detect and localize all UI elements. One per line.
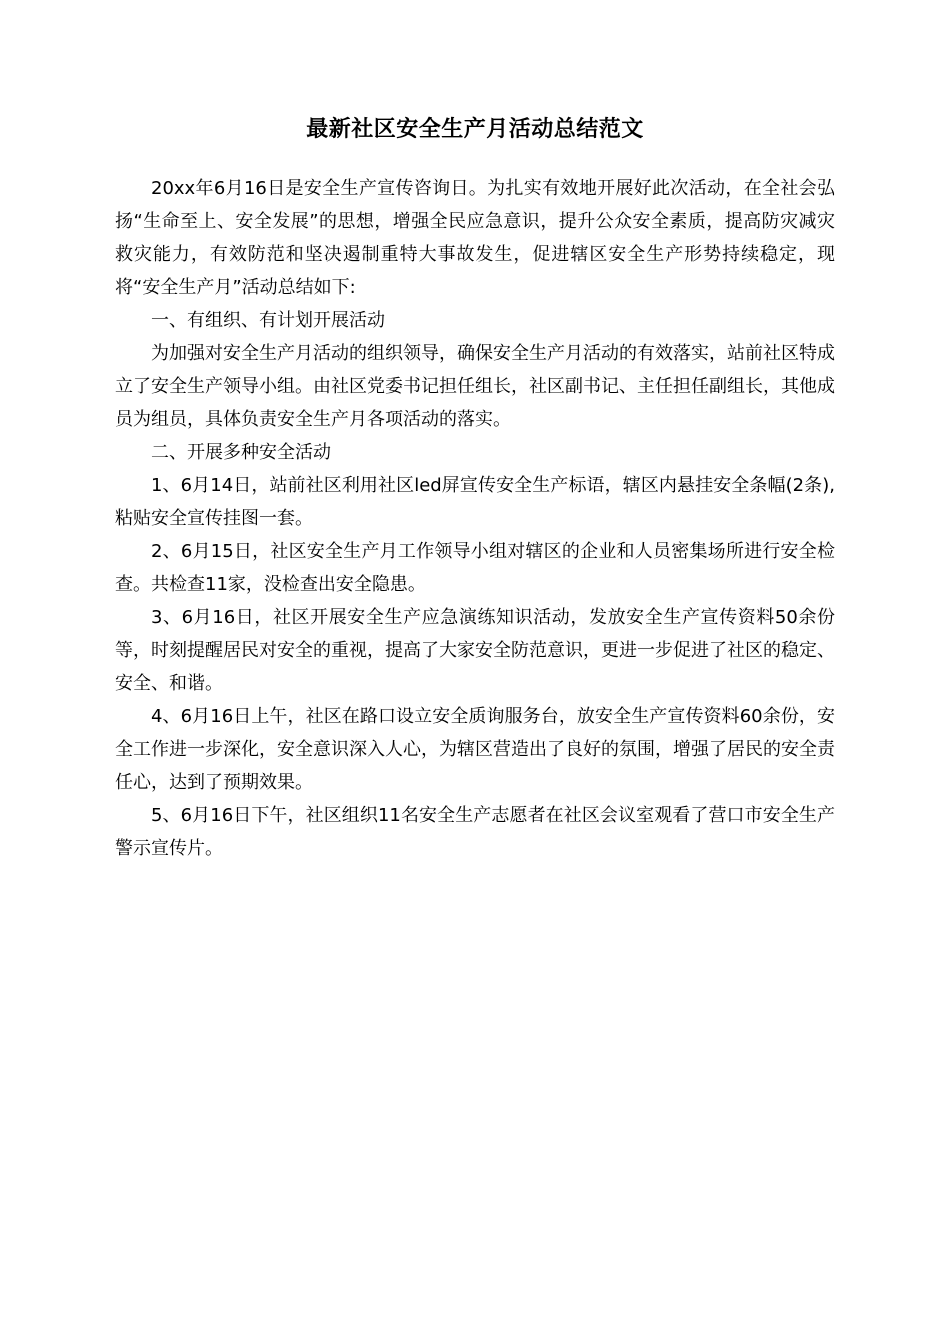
activity-item-2: 2、6月15日，社区安全生产月工作领导小组对辖区的企业和人员密集场所进行安全检查。共检查11家，没检查出安全隐患。 xyxy=(115,541,835,595)
activity-item-1: 1、6月14日，站前社区利用社区led屏宣传安全生产标语，辖区内悬挂安全条幅(2条),粘贴安全宣传挂图一套。 xyxy=(115,475,835,529)
document-body xyxy=(115,114,835,865)
activity-item-4: 4、6月16日上午，社区在路口设立安全质询服务台，放安全生产宣传资料60余份，安全工作进一步深化，安全意识深入人心，为辖区营造出了良好的氛围，增强了居民的安全责任心，达到了预期效果。 xyxy=(115,706,835,793)
activity-item-3: 3、6月16日，社区开展安全生产应急演练知识活动，发放安全生产宣传资料50余份等，时刻提醒居民对安全的重视，提高了大家安全防范意识，更进一步促进了社区的稳定、安全、和谐。 xyxy=(115,607,835,694)
section-heading-2: 二、开展多种安全活动 xyxy=(151,442,331,463)
section-1-paragraph: 为加强对安全生产月活动的组织领导，确保安全生产月活动的有效落实，站前社区特成立了安全生产领导小组。由社区党委书记担任组长，社区副书记、主任担任副组长，其他成员为组员，具体负责安全生产月各项活动的落实。 xyxy=(115,343,835,430)
intro-paragraph: 20xx年6月16日是安全生产宣传咨询日。为扎实有效地开展好此次活动，在全社会弘扬“生命至上、安全发展”的思想，增强全民应急意识，提升公众安全素质，提高防灾减灾救灾能力，有效防范和坚决遏制重特大事故发生，促进辖区安全生产形势持续稳定，现将“安全生产月”活动总结如下: xyxy=(115,178,835,298)
activity-item-5: 5、6月16日下午，社区组织11名安全生产志愿者在社区会议室观看了营口市安全生产警示宣传片。 xyxy=(115,805,835,859)
section-heading-1: 一、有组织、有计划开展活动 xyxy=(151,310,385,331)
document-title: 最新社区安全生产月活动总结范文 xyxy=(306,117,644,142)
